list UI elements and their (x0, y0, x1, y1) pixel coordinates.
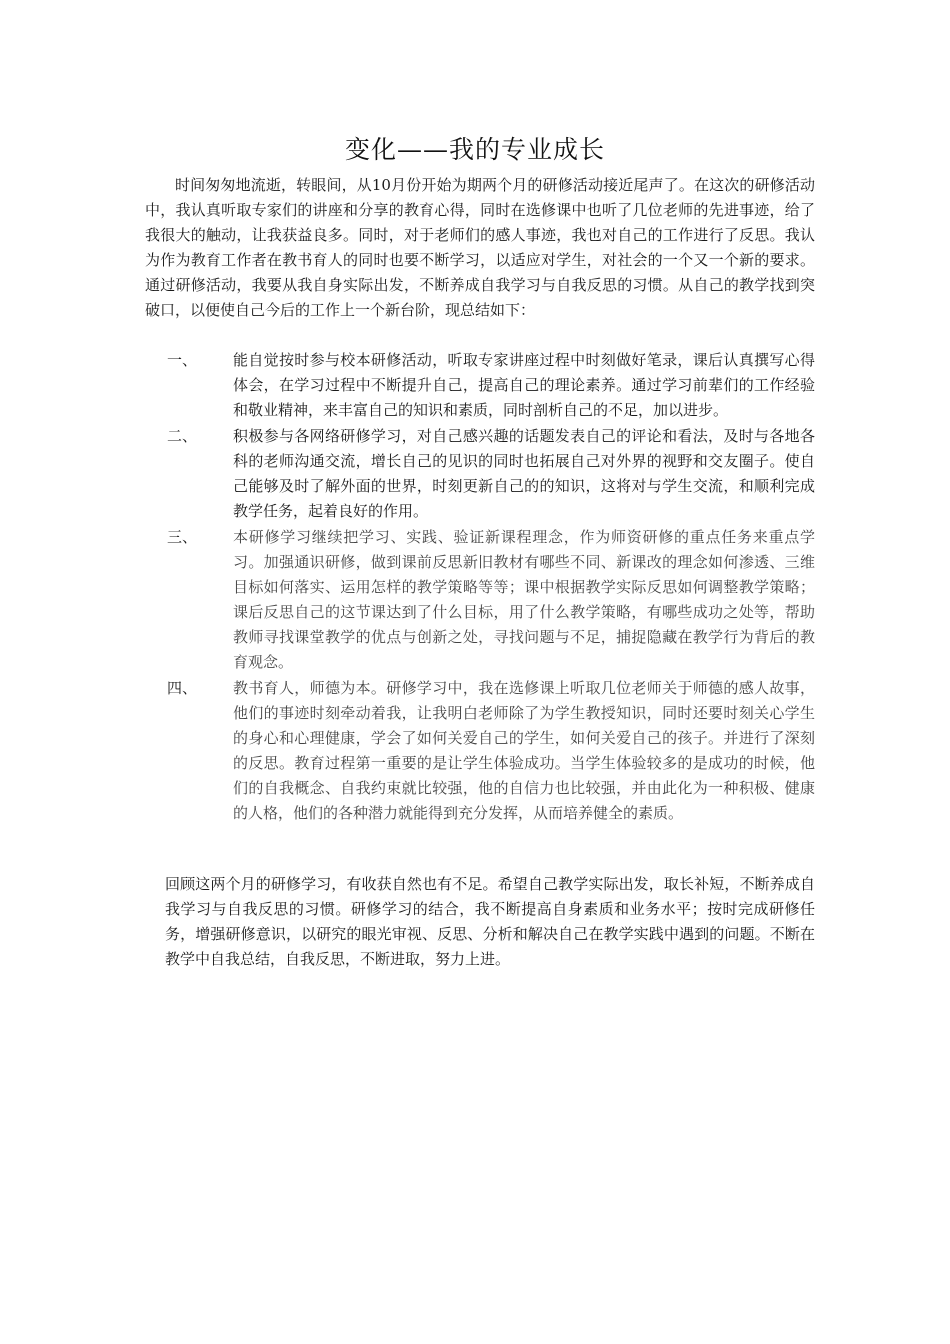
list-item-text: 教书育人，师德为本。研修学习中，我在选修课上听取几位老师关于师德的感人故事，他们的事迹时刻牵动着我，让我明白老师除了为学生教授知识，同时还要时刻关心学生的身心和心理健康，学会了如何关爱自己的学生，如何关爱自己的孩子。并进行了深刻的反思。教育过程第一重要的是让学生体验成功。当学生体验较多的是成功的时候，他们的自我概念、自我约束就比较强，他的自信力也比较强，并由此化为一种积极、健康的人格，他们的各种潜力就能得到充分发挥，从而培养健全的素质。 (233, 679, 815, 822)
list-item (145, 424, 815, 524)
document-title: 变化——我的专业成长 (344, 135, 605, 164)
list-item-text: 积极参与各网络研修学习，对自己感兴趣的话题发表自己的评论和看法，及时与各地各科的老师沟通交流，增长自己的见识的同时也拓展自己对外界的视野和交友圈子。使自己能够及时了解外面的世界，时刻更新自己的的知识，这将对与学生交流，和顺利完成教学任务，起着良好的作用。 (233, 427, 815, 520)
list-item-text: 本研修学习继续把学习、实践、验证新课程理念，作为师资研修的重点任务来重点学习。加强通识研修，做到课前反思新旧教材有哪些不同、新课改的理念如何渗透、三维目标如何落实、运用怎样的教学策略等等；课中根据教学实际反思如何调整教学策略；课后反思自己的这节课达到了什么目标，用了什么教学策略，有哪些成功之处等，帮助教师寻找课堂教学的优点与创新之处，寻找问题与不足，捕捉隐藏在教学行为背后的教育观念。 (233, 528, 815, 671)
list-item-number: 二、 (167, 427, 198, 445)
list-item-number: 三、 (167, 528, 198, 546)
numbered-list (145, 348, 815, 827)
list-item (145, 676, 815, 826)
list-item (145, 525, 815, 675)
list-item (145, 348, 815, 423)
list-item-text: 能自觉按时参与校本研修活动，听取专家讲座过程中时刻做好笔录，课后认真撰写心得体会，在学习过程中不断提升自己，提高自己的理论素养。通过学习前辈们的工作经验和敬业精神，来丰富自己的知识和素质，同时剖析自己的不足，加以进步。 (233, 351, 815, 419)
intro-paragraph: 时间匆匆地流逝，转眼间，从10月份开始为期两个月的研修活动接近尾声了。在这次的研修活动中，我认真听取专家们的讲座和分享的教育心得，同时在选修课中也听了几位老师的先进事迹，给了我很大的触动，让我获益良多。同时，对于老师们的感人事迹，我也对自己的工作进行了反思。我认为作为教育工作者在教书育人的同时也要不断学习，以适应对学生，对社会的一个又一个新的要求。通过研修活动，我要从我自身实际出发，不断养成自我学习与自我反思的习惯。从自己的教学找到突破口，以便使自己今后的工作上一个新台阶，现总结如下： (145, 176, 815, 319)
closing-paragraph: 回顾这两个月的研修学习，有收获自然也有不足。希望自己教学实际出发，取长补短，不断养成自我学习与自我反思的习惯。研修学习的结合，我不断提高自身素质和业务水平；按时完成研修任务，增强研修意识，以研究的眼光审视、反思、分析和解决自己在教学实践中遇到的问题。不断在教学中自我总结，自我反思，不断进取，努力上进。 (165, 875, 815, 968)
list-item-number: 四、 (167, 679, 198, 697)
list-item-number: 一、 (167, 351, 198, 369)
